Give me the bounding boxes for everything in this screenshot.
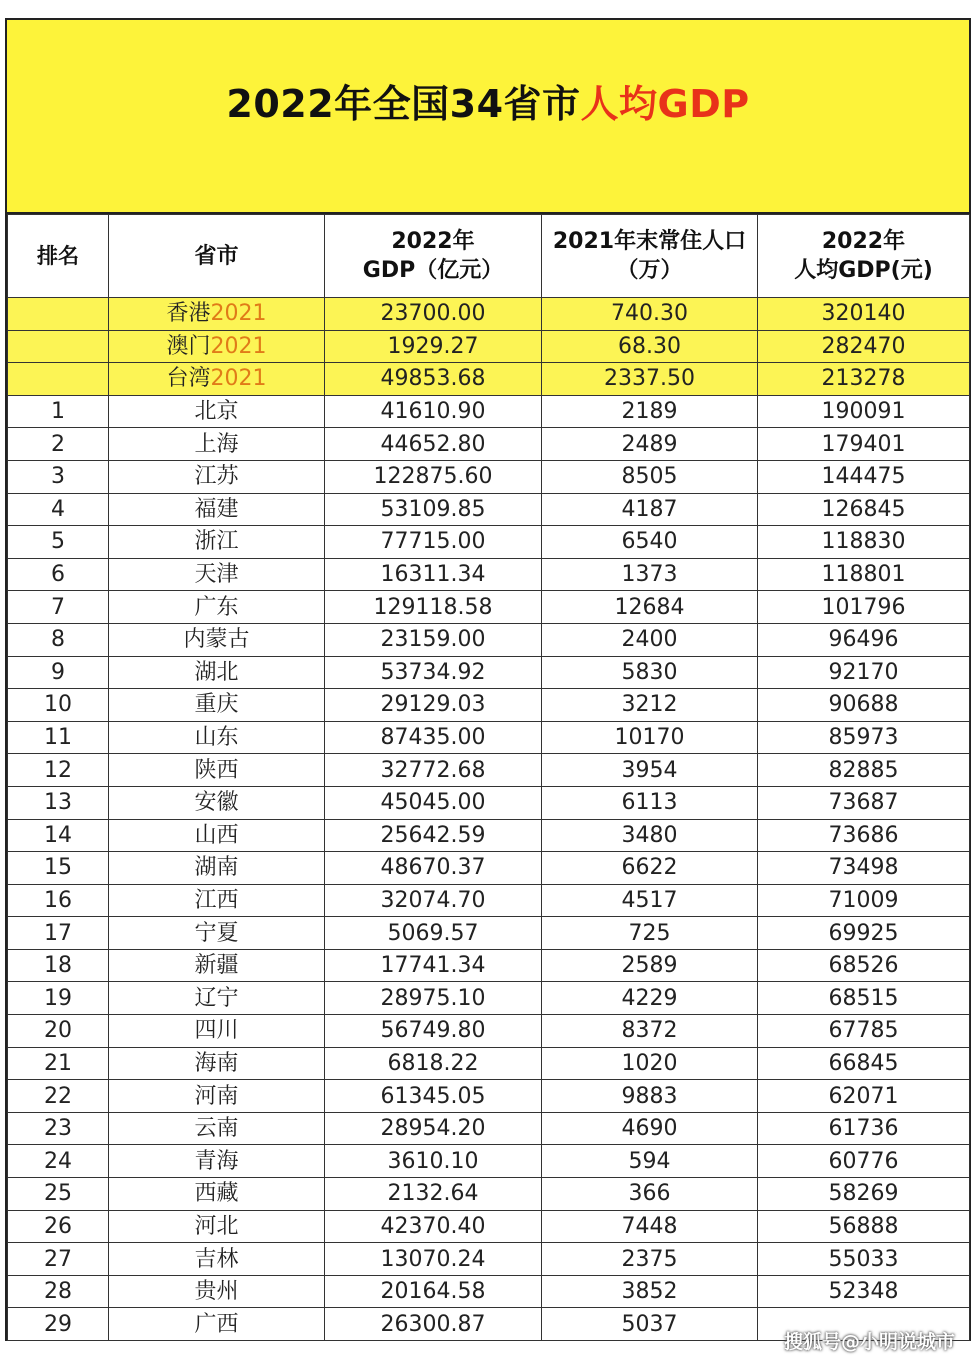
header-pop-line1: 2021年末常住人口 bbox=[552, 229, 747, 254]
cell-population: 68.30 bbox=[542, 330, 758, 363]
cell-province: 新疆 bbox=[109, 949, 325, 982]
cell-gdp: 28975.10 bbox=[325, 982, 542, 1015]
cell-per-capita-gdp: 67785 bbox=[758, 1015, 970, 1048]
cell-rank: 26 bbox=[8, 1210, 109, 1243]
cell-per-capita-gdp: 126845 bbox=[758, 493, 970, 526]
cell-province: 内蒙古 bbox=[109, 623, 325, 656]
cell-province bbox=[109, 298, 325, 331]
cell-rank: 13 bbox=[8, 786, 109, 819]
cell-gdp: 122875.60 bbox=[325, 460, 542, 493]
cell-population: 12684 bbox=[542, 591, 758, 624]
cell-gdp: 17741.34 bbox=[325, 949, 542, 982]
cell-rank: 17 bbox=[8, 917, 109, 950]
cell-per-capita-gdp: 73687 bbox=[758, 786, 970, 819]
cell-rank: 5 bbox=[8, 526, 109, 559]
cell-province: 吉林 bbox=[109, 1243, 325, 1276]
cell-province: 重庆 bbox=[109, 689, 325, 722]
cell-per-capita-gdp: 55033 bbox=[758, 1243, 970, 1276]
cell-gdp: 3610.10 bbox=[325, 1145, 542, 1178]
cell-rank bbox=[8, 298, 109, 331]
cell-gdp: 77715.00 bbox=[325, 526, 542, 559]
page-title bbox=[226, 73, 749, 128]
cell-rank: 28 bbox=[8, 1275, 109, 1308]
table-row bbox=[8, 460, 970, 493]
cell-gdp: 23159.00 bbox=[325, 623, 542, 656]
cell-gdp: 49853.68 bbox=[325, 363, 542, 396]
cell-population: 725 bbox=[542, 917, 758, 950]
cell-population: 3852 bbox=[542, 1275, 758, 1308]
header-pcgdp-line1: 2022年 bbox=[821, 229, 906, 254]
cell-gdp: 16311.34 bbox=[325, 558, 542, 591]
cell-gdp: 25642.59 bbox=[325, 819, 542, 852]
cell-per-capita-gdp: 60776 bbox=[758, 1145, 970, 1178]
table-row bbox=[8, 689, 970, 722]
cell-population: 366 bbox=[542, 1178, 758, 1211]
table-row-special bbox=[8, 363, 970, 396]
cell-province: 河北 bbox=[109, 1210, 325, 1243]
cell-population: 6622 bbox=[542, 852, 758, 885]
header-gdp-line1: 2022年 bbox=[391, 229, 475, 254]
cell-per-capita-gdp: 118830 bbox=[758, 526, 970, 559]
cell-rank: 15 bbox=[8, 852, 109, 885]
table-body bbox=[8, 298, 970, 1341]
cell-province: 海南 bbox=[109, 1047, 325, 1080]
cell-rank: 29 bbox=[8, 1308, 109, 1341]
cell-per-capita-gdp: 69925 bbox=[758, 917, 970, 950]
cell-gdp: 42370.40 bbox=[325, 1210, 542, 1243]
cell-population: 9883 bbox=[542, 1080, 758, 1113]
cell-rank: 4 bbox=[8, 493, 109, 526]
cell-province: 河南 bbox=[109, 1080, 325, 1113]
gdp-table bbox=[7, 214, 970, 1341]
cell-population: 8372 bbox=[542, 1015, 758, 1048]
cell-province: 四川 bbox=[109, 1015, 325, 1048]
cell-rank: 18 bbox=[8, 949, 109, 982]
cell-per-capita-gdp: 61736 bbox=[758, 1112, 970, 1145]
cell-per-capita-gdp: 66845 bbox=[758, 1047, 970, 1080]
table-row bbox=[8, 395, 970, 428]
table-row bbox=[8, 656, 970, 689]
cell-gdp: 45045.00 bbox=[325, 786, 542, 819]
cell-population: 1020 bbox=[542, 1047, 758, 1080]
cell-province: 浙江 bbox=[109, 526, 325, 559]
cell-per-capita-gdp: 90688 bbox=[758, 689, 970, 722]
data-year: 2021 bbox=[210, 366, 267, 392]
table-row bbox=[8, 884, 970, 917]
cell-gdp: 1929.27 bbox=[325, 330, 542, 363]
cell-population: 5830 bbox=[542, 656, 758, 689]
cell-province: 上海 bbox=[109, 428, 325, 461]
table-row bbox=[8, 1243, 970, 1276]
cell-province: 贵州 bbox=[109, 1275, 325, 1308]
cell-population: 4229 bbox=[542, 982, 758, 1015]
cell-rank: 6 bbox=[8, 558, 109, 591]
province-name: 香港 bbox=[166, 301, 211, 327]
cell-rank: 10 bbox=[8, 689, 109, 722]
cell-rank bbox=[8, 363, 109, 396]
table-header bbox=[8, 215, 970, 298]
table-row bbox=[8, 493, 970, 526]
cell-gdp: 29129.03 bbox=[325, 689, 542, 722]
table-row bbox=[8, 949, 970, 982]
cell-province bbox=[109, 363, 325, 396]
cell-gdp: 56749.80 bbox=[325, 1015, 542, 1048]
cell-per-capita-gdp: 82885 bbox=[758, 754, 970, 787]
cell-rank: 14 bbox=[8, 819, 109, 852]
cell-rank: 11 bbox=[8, 721, 109, 754]
cell-population: 7448 bbox=[542, 1210, 758, 1243]
cell-per-capita-gdp: 96496 bbox=[758, 623, 970, 656]
cell-per-capita-gdp: 144475 bbox=[758, 460, 970, 493]
cell-province: 山西 bbox=[109, 819, 325, 852]
cell-gdp: 6818.22 bbox=[325, 1047, 542, 1080]
cell-province: 江西 bbox=[109, 884, 325, 917]
cell-gdp: 53109.85 bbox=[325, 493, 542, 526]
cell-per-capita-gdp: 68515 bbox=[758, 982, 970, 1015]
title-main: 2022年全国34省市 bbox=[226, 81, 581, 126]
cell-per-capita-gdp: 190091 bbox=[758, 395, 970, 428]
table-row-special bbox=[8, 330, 970, 363]
cell-province: 广东 bbox=[109, 591, 325, 624]
cell-per-capita-gdp: 52348 bbox=[758, 1275, 970, 1308]
cell-gdp: 26300.87 bbox=[325, 1308, 542, 1341]
header-per-capita-gdp bbox=[758, 215, 970, 298]
cell-population: 4690 bbox=[542, 1112, 758, 1145]
table-row bbox=[8, 819, 970, 852]
cell-per-capita-gdp: 58269 bbox=[758, 1178, 970, 1211]
watermark: 搜狐号@小明说城市 bbox=[783, 1331, 955, 1353]
cell-rank: 7 bbox=[8, 591, 109, 624]
cell-gdp: 20164.58 bbox=[325, 1275, 542, 1308]
cell-population: 2337.50 bbox=[542, 363, 758, 396]
table-row bbox=[8, 852, 970, 885]
table-row bbox=[8, 1015, 970, 1048]
cell-per-capita-gdp: 62071 bbox=[758, 1080, 970, 1113]
cell-province: 福建 bbox=[109, 493, 325, 526]
table-row-special bbox=[8, 298, 970, 331]
table-row bbox=[8, 1178, 970, 1211]
cell-gdp: 5069.57 bbox=[325, 917, 542, 950]
cell-province: 山东 bbox=[109, 721, 325, 754]
cell-population: 10170 bbox=[542, 721, 758, 754]
table-row bbox=[8, 1112, 970, 1145]
cell-population: 2400 bbox=[542, 623, 758, 656]
cell-per-capita-gdp: 213278 bbox=[758, 363, 970, 396]
table-row bbox=[8, 428, 970, 461]
table-row bbox=[8, 1080, 970, 1113]
cell-rank: 16 bbox=[8, 884, 109, 917]
table-row bbox=[8, 526, 970, 559]
cell-population: 594 bbox=[542, 1145, 758, 1178]
cell-gdp: 48670.37 bbox=[325, 852, 542, 885]
cell-province: 安徽 bbox=[109, 786, 325, 819]
header-population bbox=[542, 215, 758, 298]
province-name: 台湾 bbox=[166, 366, 211, 392]
cell-per-capita-gdp: 71009 bbox=[758, 884, 970, 917]
cell-per-capita-gdp: 73498 bbox=[758, 852, 970, 885]
cell-population: 740.30 bbox=[542, 298, 758, 331]
cell-province: 青海 bbox=[109, 1145, 325, 1178]
gdp-ranking-sheet bbox=[5, 18, 971, 1341]
table-row bbox=[8, 558, 970, 591]
cell-population: 2375 bbox=[542, 1243, 758, 1276]
cell-gdp: 53734.92 bbox=[325, 656, 542, 689]
cell-gdp: 61345.05 bbox=[325, 1080, 542, 1113]
table-row bbox=[8, 1210, 970, 1243]
header-gdp-line2: GDP（亿元） bbox=[362, 258, 504, 283]
table-row bbox=[8, 1275, 970, 1308]
cell-province: 江苏 bbox=[109, 460, 325, 493]
cell-population: 3212 bbox=[542, 689, 758, 722]
cell-population: 3480 bbox=[542, 819, 758, 852]
table-row bbox=[8, 786, 970, 819]
cell-per-capita-gdp: 68526 bbox=[758, 949, 970, 982]
cell-gdp: 32772.68 bbox=[325, 754, 542, 787]
table-row bbox=[8, 982, 970, 1015]
cell-rank: 21 bbox=[8, 1047, 109, 1080]
cell-province: 天津 bbox=[109, 558, 325, 591]
title-band bbox=[7, 20, 969, 214]
cell-population: 5037 bbox=[542, 1308, 758, 1341]
header-pcgdp-line2: 人均GDP(元) bbox=[794, 258, 933, 283]
cell-province: 宁夏 bbox=[109, 917, 325, 950]
header-pop-line2: （万） bbox=[616, 258, 683, 283]
cell-province bbox=[109, 330, 325, 363]
cell-rank: 8 bbox=[8, 623, 109, 656]
cell-rank bbox=[8, 330, 109, 363]
cell-population: 3954 bbox=[542, 754, 758, 787]
cell-population: 8505 bbox=[542, 460, 758, 493]
cell-rank: 23 bbox=[8, 1112, 109, 1145]
cell-gdp: 2132.64 bbox=[325, 1178, 542, 1211]
header-gdp bbox=[325, 215, 542, 298]
cell-gdp: 87435.00 bbox=[325, 721, 542, 754]
cell-rank: 24 bbox=[8, 1145, 109, 1178]
cell-province: 北京 bbox=[109, 395, 325, 428]
cell-province: 辽宁 bbox=[109, 982, 325, 1015]
table-row bbox=[8, 721, 970, 754]
cell-population: 4517 bbox=[542, 884, 758, 917]
cell-gdp: 13070.24 bbox=[325, 1243, 542, 1276]
cell-rank: 22 bbox=[8, 1080, 109, 1113]
cell-province: 广西 bbox=[109, 1308, 325, 1341]
header-province: 省市 bbox=[109, 215, 325, 298]
cell-per-capita-gdp: 179401 bbox=[758, 428, 970, 461]
cell-rank: 9 bbox=[8, 656, 109, 689]
cell-gdp: 23700.00 bbox=[325, 298, 542, 331]
cell-gdp: 129118.58 bbox=[325, 591, 542, 624]
cell-population: 4187 bbox=[542, 493, 758, 526]
cell-rank: 3 bbox=[8, 460, 109, 493]
cell-population: 1373 bbox=[542, 558, 758, 591]
cell-province: 云南 bbox=[109, 1112, 325, 1145]
cell-per-capita-gdp: 101796 bbox=[758, 591, 970, 624]
cell-rank: 27 bbox=[8, 1243, 109, 1276]
data-year: 2021 bbox=[210, 333, 267, 359]
cell-population: 2189 bbox=[542, 395, 758, 428]
cell-per-capita-gdp: 73686 bbox=[758, 819, 970, 852]
cell-gdp: 41610.90 bbox=[325, 395, 542, 428]
cell-population: 6113 bbox=[542, 786, 758, 819]
cell-gdp: 32074.70 bbox=[325, 884, 542, 917]
cell-gdp: 28954.20 bbox=[325, 1112, 542, 1145]
cell-gdp: 44652.80 bbox=[325, 428, 542, 461]
cell-population: 2489 bbox=[542, 428, 758, 461]
header-rank: 排名 bbox=[8, 215, 109, 298]
cell-province: 西藏 bbox=[109, 1178, 325, 1211]
cell-province: 湖南 bbox=[109, 852, 325, 885]
cell-rank: 19 bbox=[8, 982, 109, 1015]
cell-rank: 25 bbox=[8, 1178, 109, 1211]
table-row bbox=[8, 1145, 970, 1178]
cell-rank: 20 bbox=[8, 1015, 109, 1048]
cell-per-capita-gdp: 320140 bbox=[758, 298, 970, 331]
cell-per-capita-gdp: 282470 bbox=[758, 330, 970, 363]
table-row bbox=[8, 1047, 970, 1080]
cell-province: 陕西 bbox=[109, 754, 325, 787]
cell-per-capita-gdp: 85973 bbox=[758, 721, 970, 754]
cell-per-capita-gdp: 56888 bbox=[758, 1210, 970, 1243]
table-row bbox=[8, 754, 970, 787]
cell-province: 湖北 bbox=[109, 656, 325, 689]
data-year: 2021 bbox=[210, 301, 267, 327]
table-row bbox=[8, 917, 970, 950]
cell-rank: 2 bbox=[8, 428, 109, 461]
cell-population: 2589 bbox=[542, 949, 758, 982]
cell-rank: 1 bbox=[8, 395, 109, 428]
cell-population: 6540 bbox=[542, 526, 758, 559]
table-row bbox=[8, 591, 970, 624]
table-row bbox=[8, 623, 970, 656]
cell-per-capita-gdp: 118801 bbox=[758, 558, 970, 591]
title-highlight: 人均GDP bbox=[580, 81, 750, 126]
cell-rank: 12 bbox=[8, 754, 109, 787]
province-name: 澳门 bbox=[166, 333, 211, 359]
cell-per-capita-gdp: 92170 bbox=[758, 656, 970, 689]
